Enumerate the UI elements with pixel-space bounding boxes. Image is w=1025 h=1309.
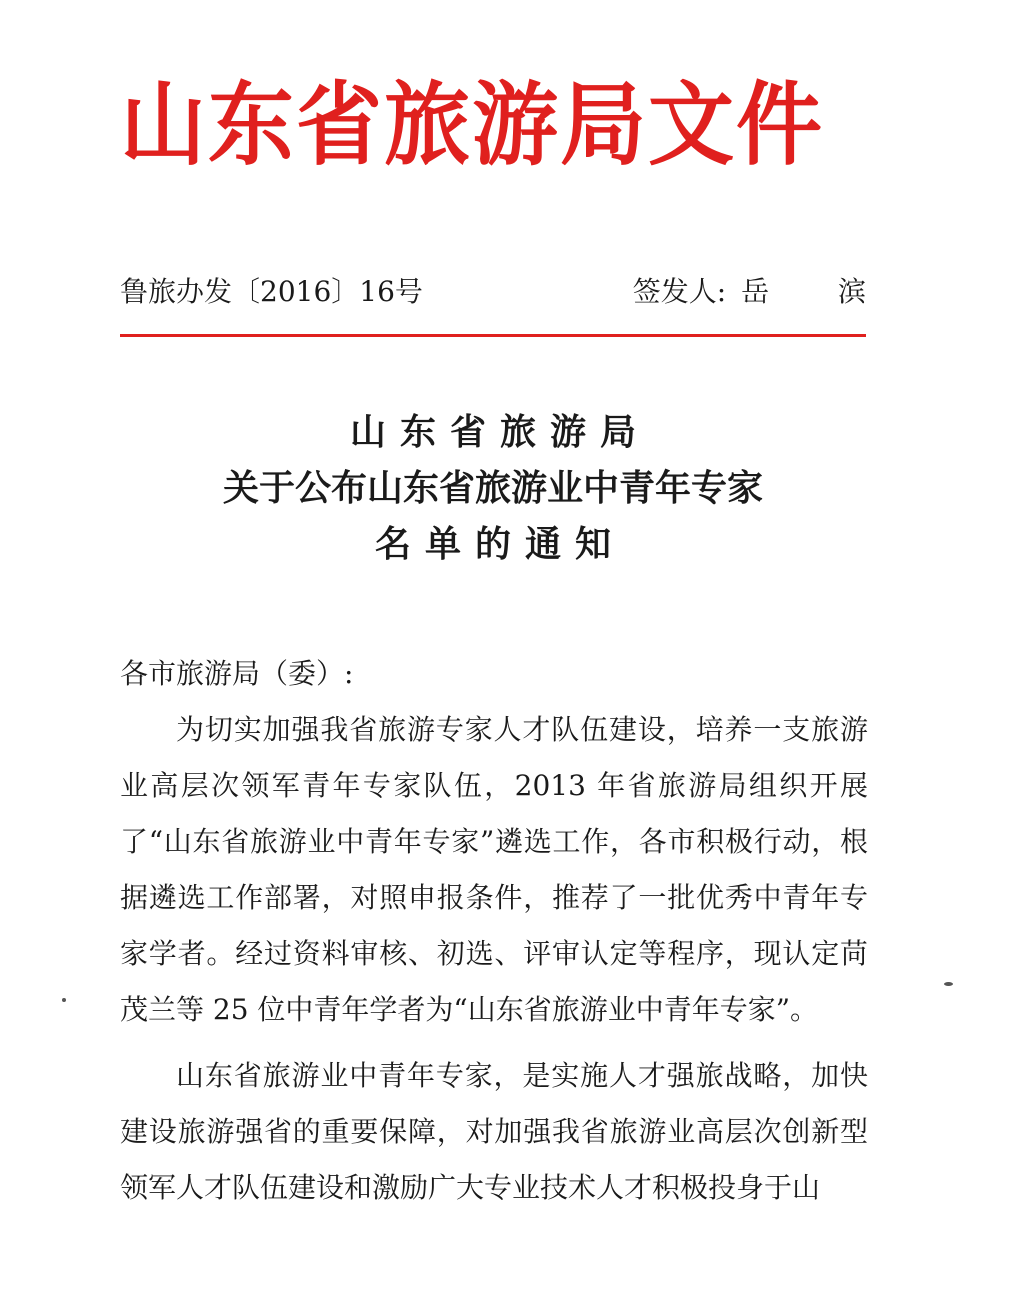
title-line-2: 关于公布山东省旅游业中青年专家 [222, 467, 763, 509]
scan-speck [62, 998, 66, 1002]
signer-name: 岳 滨 [741, 275, 896, 308]
red-divider [120, 334, 866, 337]
body-paragraph: 山东省旅游业中青年专家，是实施人才强旅战略，加快建设旅游强省的重要保障，对加强我省旅游业高层次创新型领军人才队伍建设和激励广大专业技术人才积极投身于山 [120, 1059, 868, 1204]
document-number: 鲁旅办发〔2016〕16号 [120, 275, 423, 308]
notice-title [120, 404, 866, 572]
signer-label: 签发人: [632, 275, 727, 308]
document-meta-row [120, 272, 896, 312]
masthead-title: 山东省旅游局文件 [120, 73, 824, 179]
title-line-3: 名单的通知 [374, 523, 625, 565]
scan-speck [944, 982, 953, 986]
signer [632, 272, 896, 312]
salutation: 各市旅游局（委）: [120, 657, 354, 690]
title-line-1: 山东省旅游局 [349, 411, 650, 453]
body-paragraph: 为切实加强我省旅游专家人才队伍建设，培养一支旅游业高层次领军青年专家队伍，2013 年省旅游局组织开展了“山东省旅游业中青年专家”遴选工作，各市积极行动，根据遴选工作部署，对照申报条件，推荐了一批优秀中青年专家学者。经过资料审核、初选、评审认定等程序，现认定苘茂兰等 25 位中青年学者为“山东省旅游业中青年专家”。 [120, 713, 868, 1026]
notice-body [120, 646, 868, 1216]
